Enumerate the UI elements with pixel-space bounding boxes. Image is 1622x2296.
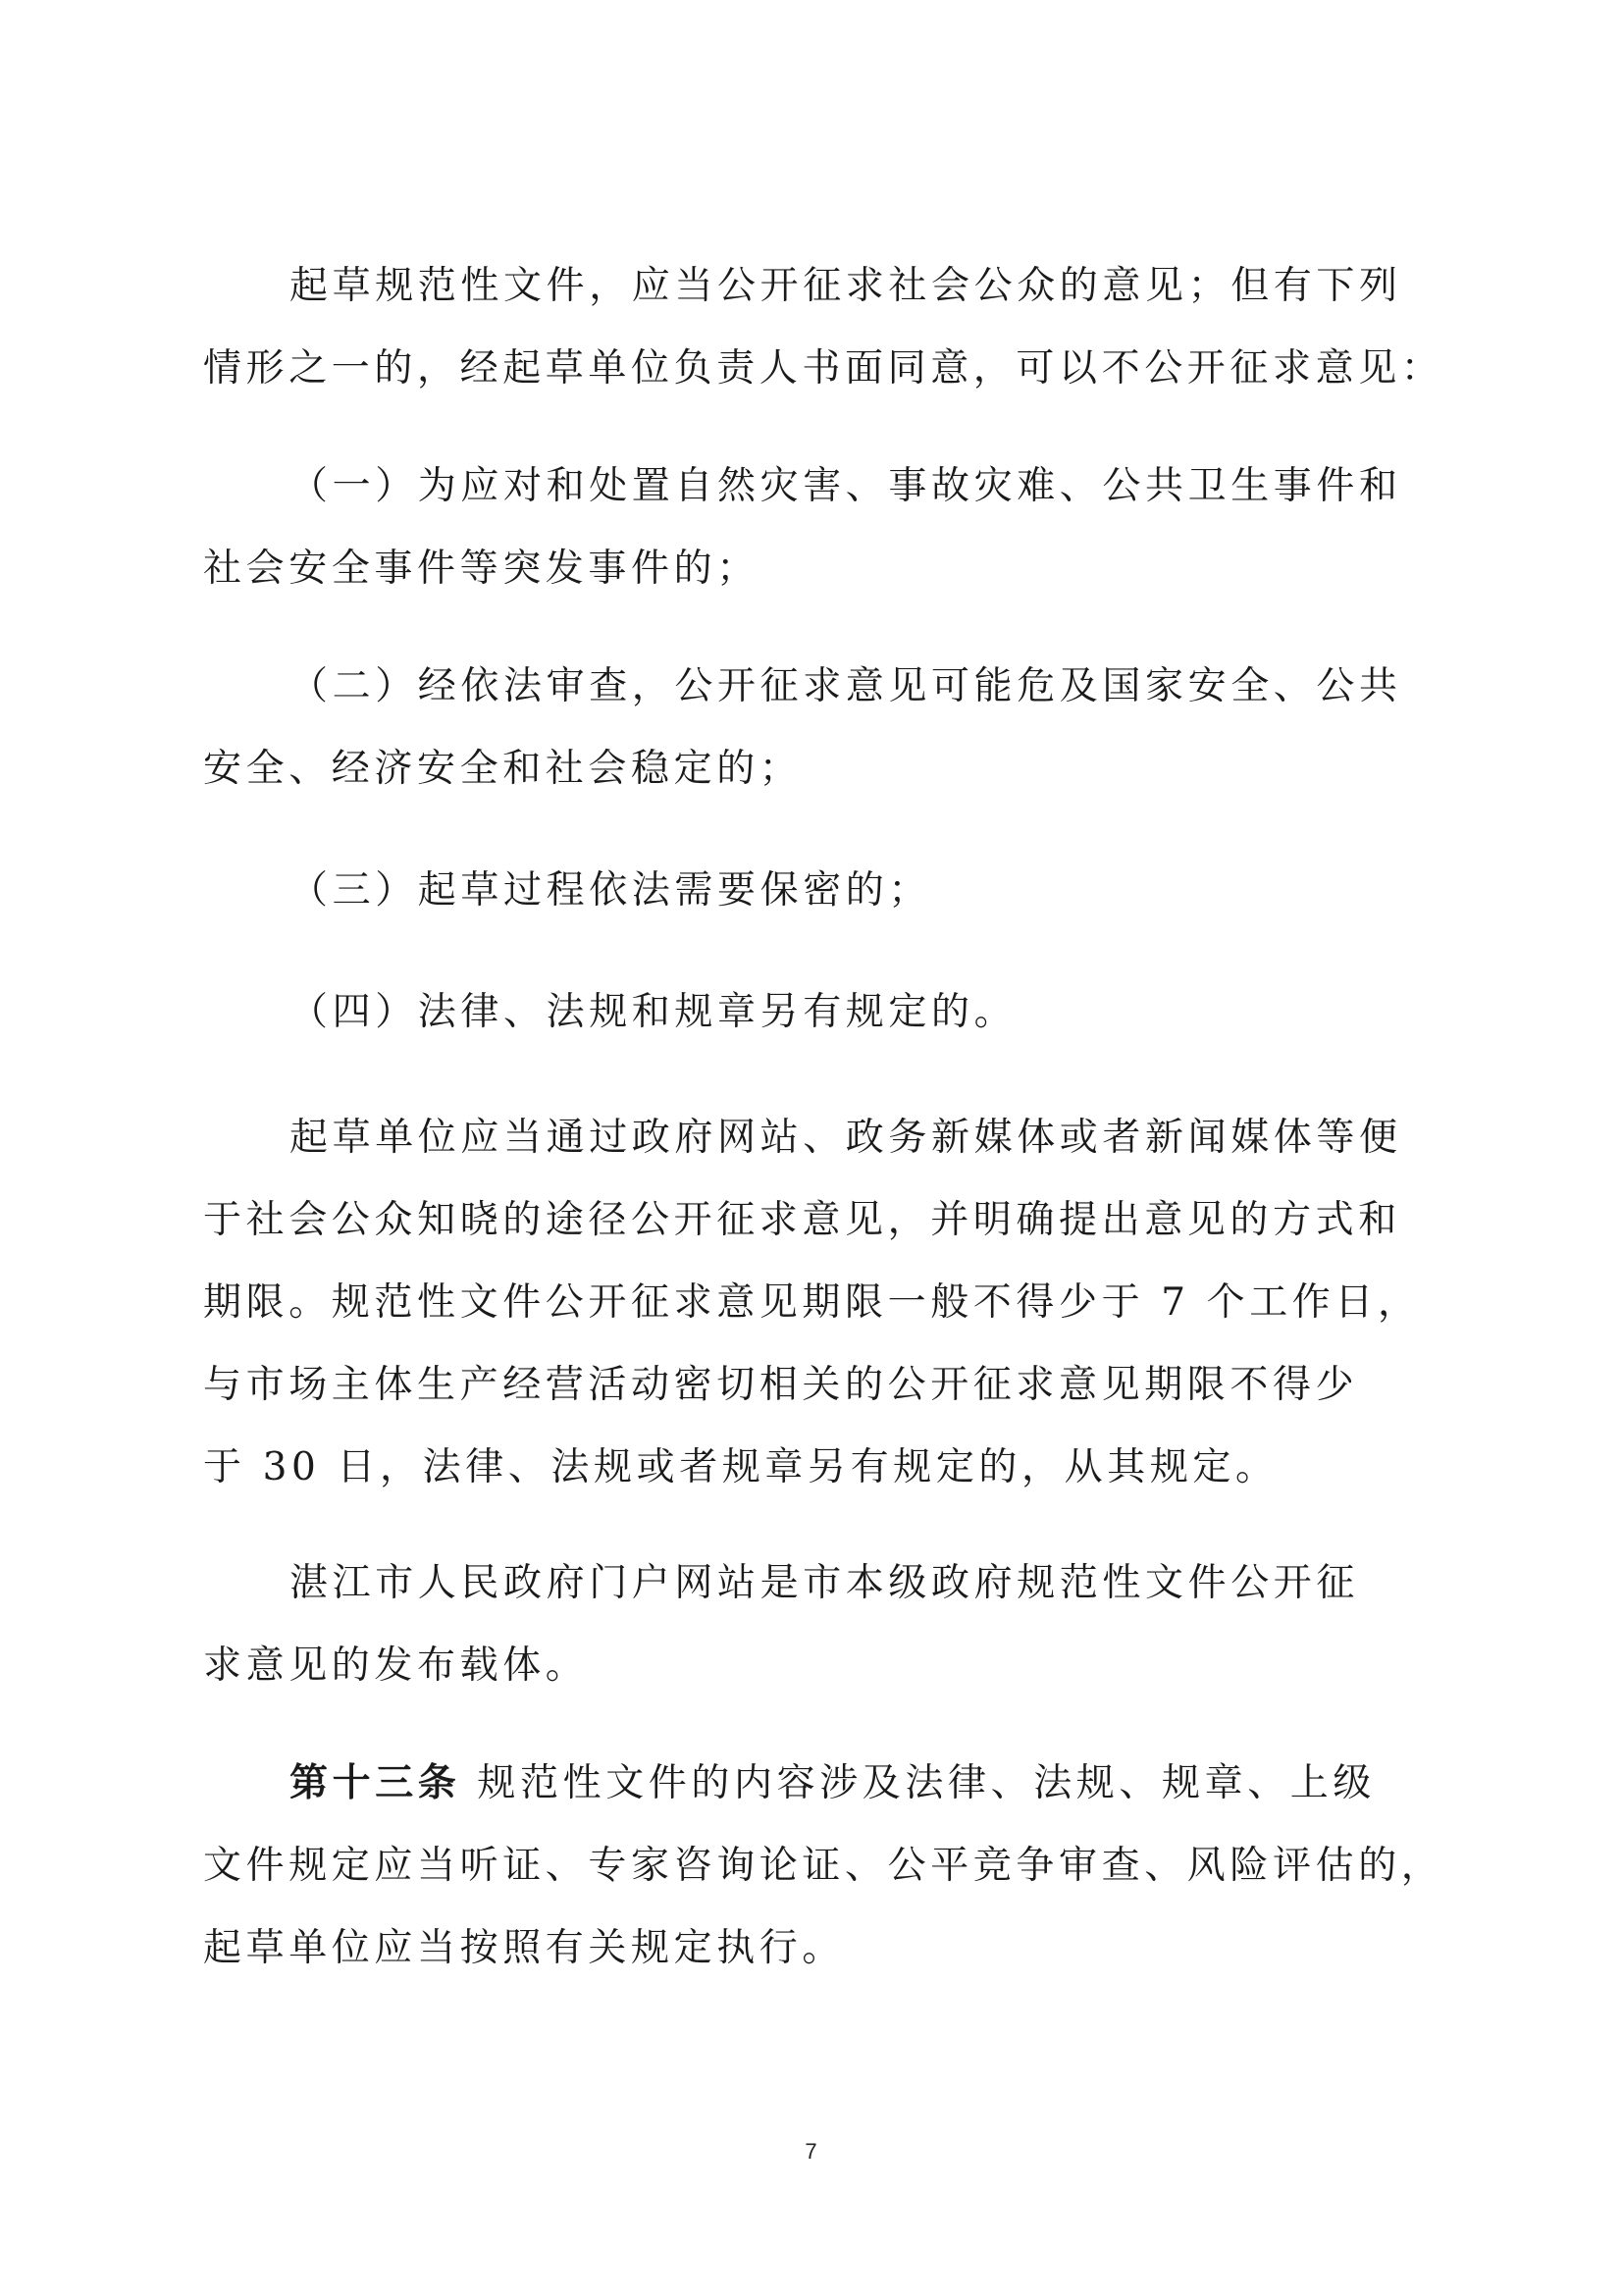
paragraph-line: （三）起草过程依法需要保密的； — [289, 868, 932, 913]
paragraph-item-1 — [203, 445, 1425, 610]
paragraph-public-consultation — [203, 245, 1444, 410]
paragraph-line: 湛江市人民政府门户网站是市本级政府规范性文件公开征 — [289, 1561, 1360, 1605]
paragraph-line: 安全、经济安全和社会稳定的； — [203, 747, 803, 791]
paragraph-line: 与市场主体生产经营活动密切相关的公开征求意见期限不得少 — [203, 1363, 1359, 1407]
paragraph-article-13 — [203, 1743, 1444, 1990]
paragraph-line: （一）为应对和处置自然灾害、事故灾难、公共卫生事件和 — [289, 464, 1402, 508]
paragraph-line: 起草单位应当通过政府网站、政务新媒体或者新闻媒体等便 — [289, 1116, 1402, 1160]
paragraph-line — [203, 1743, 1425, 1825]
paragraph-line: 期限。规范性文件公开征求意见期限一般不得少于 7 个工作日， — [203, 1280, 1421, 1325]
paragraph-consultation-period — [203, 1097, 1425, 1509]
paragraph-item-2 — [203, 646, 1425, 810]
article-label: 第十三条 — [289, 1761, 461, 1805]
paragraph-line: 于社会公众知晓的途径公开征求意见，并明确提出意见的方式和 — [203, 1198, 1401, 1242]
paragraph-line: 起草单位应当按照有关规定执行。 — [203, 1926, 846, 1970]
article-text: 规范性文件的内容涉及法律、法规、规章、上级 — [477, 1761, 1377, 1805]
paragraph-item-3 — [203, 850, 1425, 932]
paragraph-publishing-platform — [203, 1542, 1425, 1707]
paragraph-line: （二）经依法审查，公开征求意见可能危及国家安全、公共 — [289, 664, 1402, 708]
page-number: 7 — [805, 2139, 817, 2164]
paragraph-line: 社会安全事件等突发事件的； — [203, 547, 759, 591]
paragraph-line: 求意见的发布载体。 — [203, 1644, 589, 1688]
paragraph-line: 起草规范性文件，应当公开征求社会公众的意见；但有下列 — [289, 264, 1402, 308]
paragraph-item-4 — [203, 971, 1425, 1054]
paragraph-line: （四）法律、法规和规章另有规定的。 — [289, 990, 1018, 1034]
paragraph-line: 情形之一的，经起草单位负责人书面同意，可以不公开征求意见： — [203, 346, 1444, 391]
paragraph-line: 于 30 日，法律、法规或者规章另有规定的，从其规定。 — [203, 1445, 1279, 1489]
paragraph-line: 文件规定应当听证、专家咨询论证、公平竞争审查、风险评估的， — [203, 1844, 1444, 1888]
